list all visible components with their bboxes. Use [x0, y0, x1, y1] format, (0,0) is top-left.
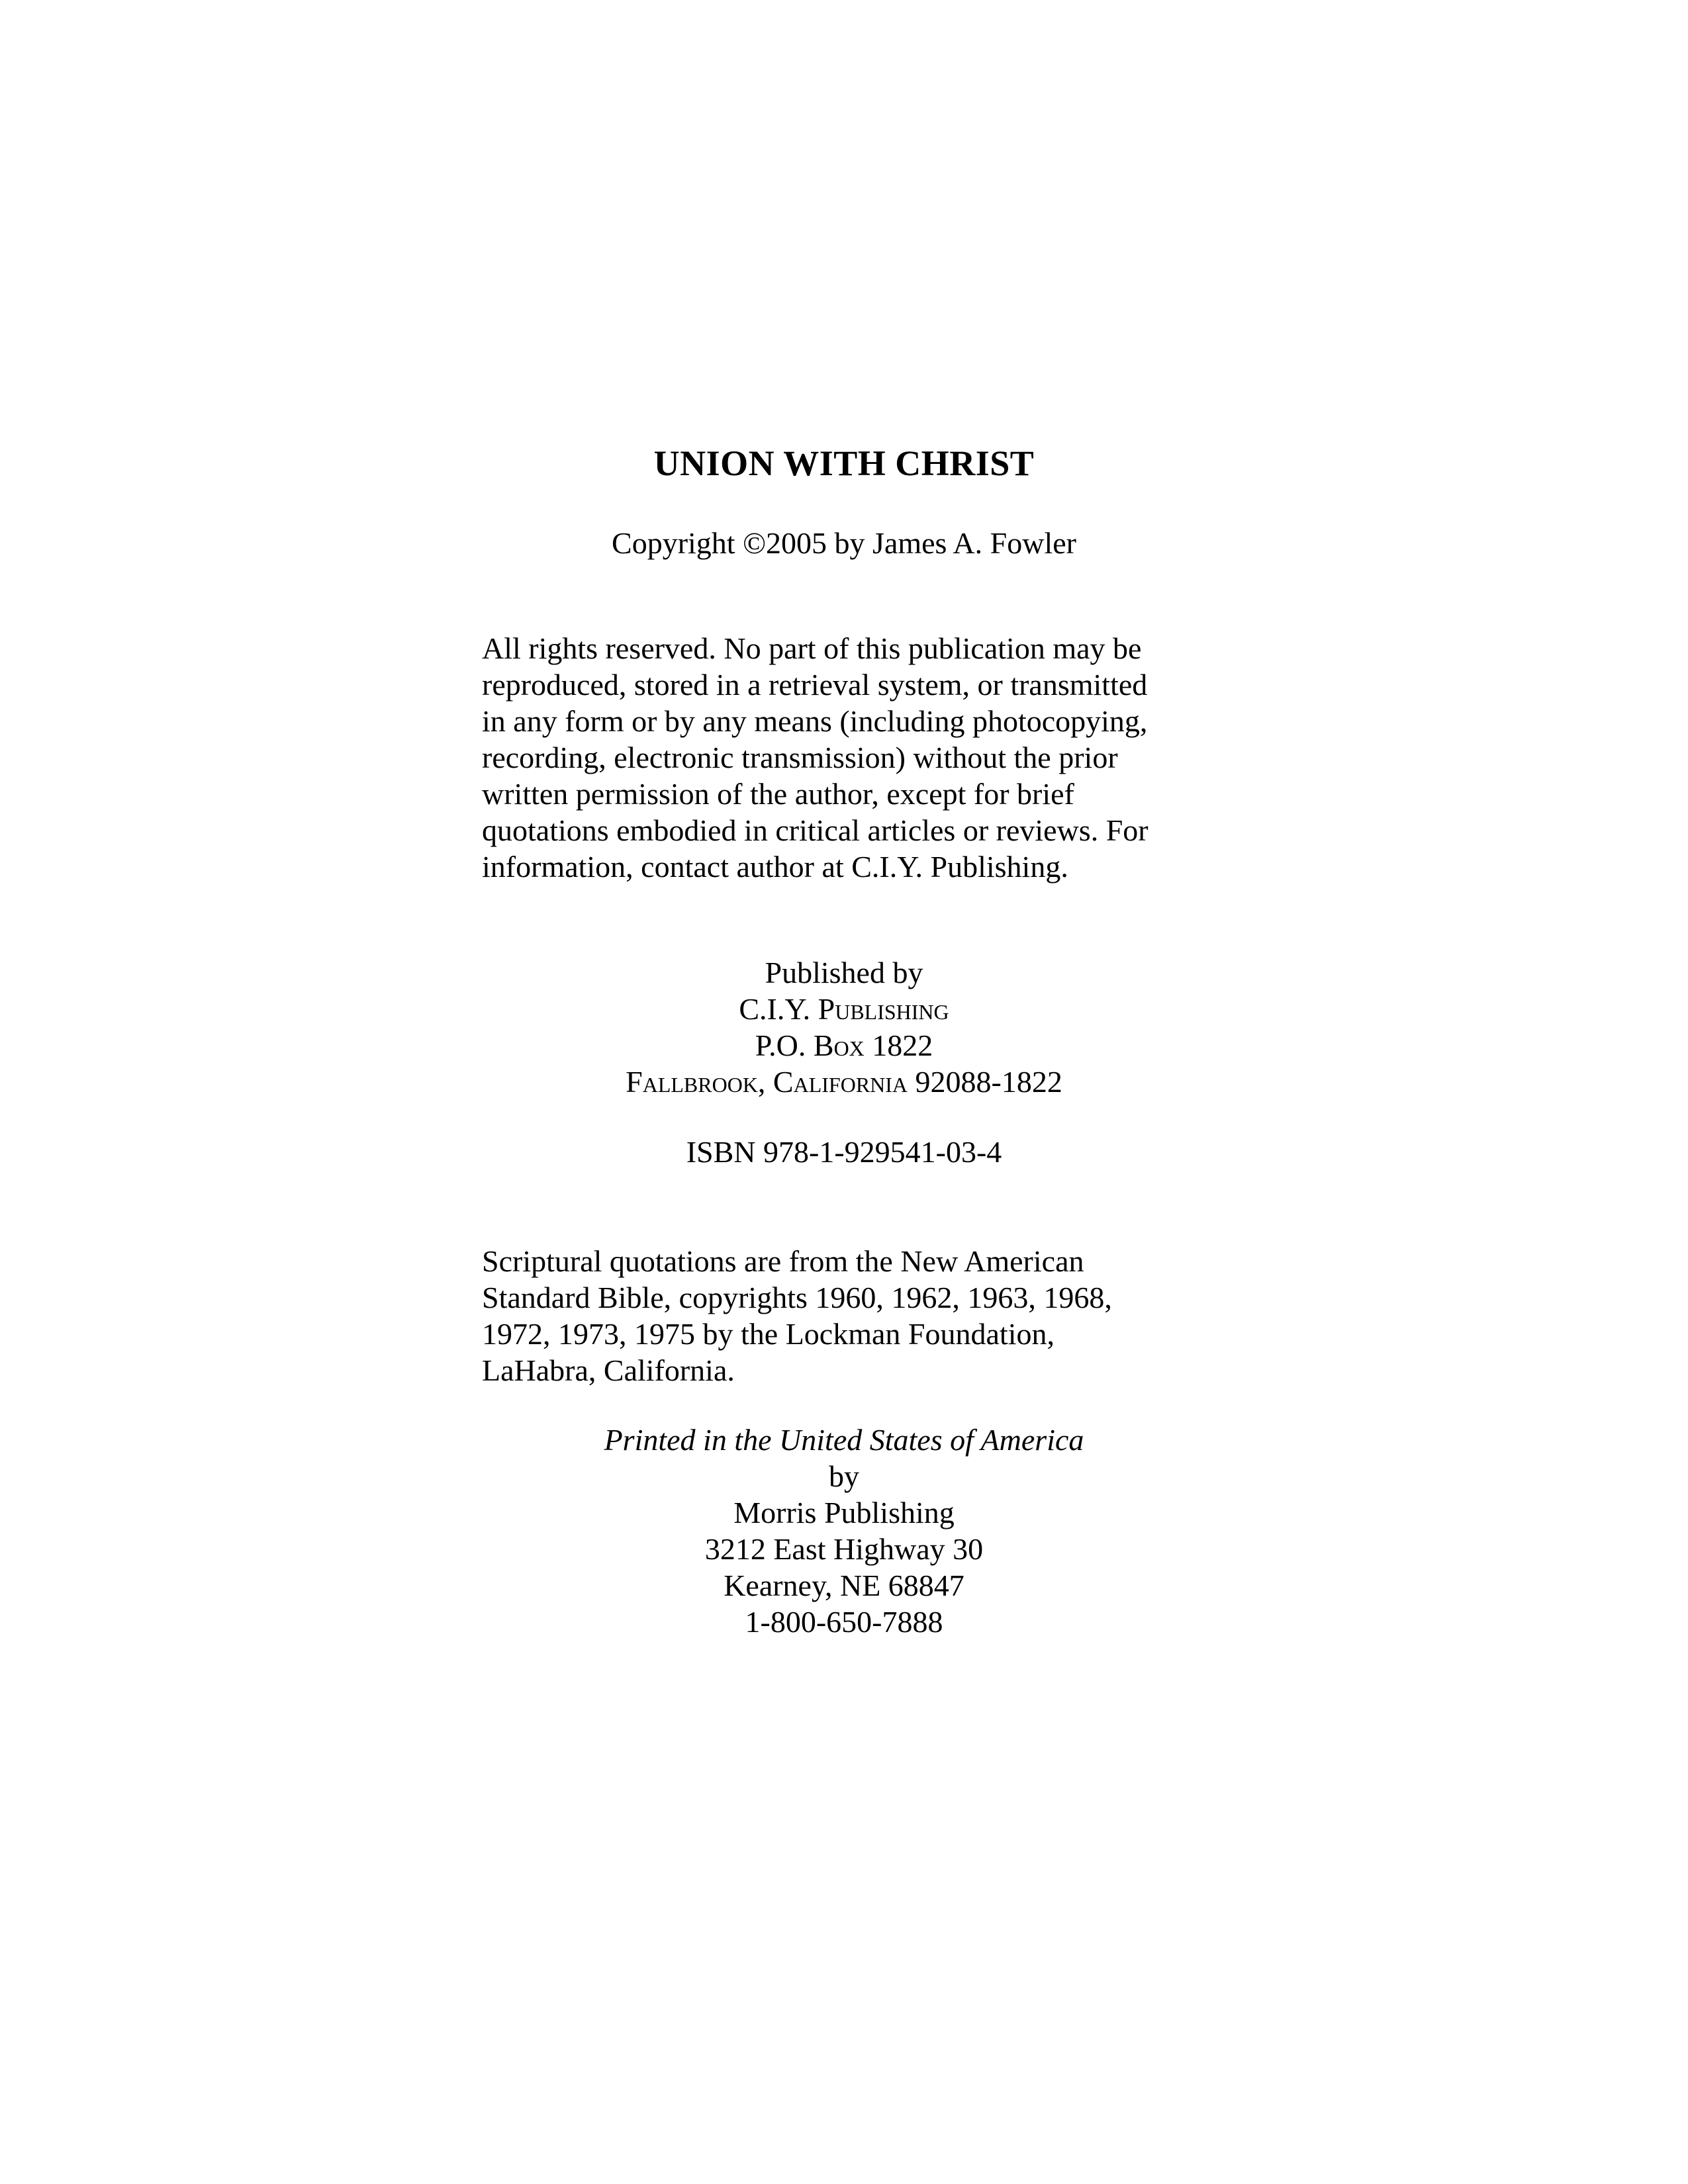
scripture-line: Scriptural quotations are from the New American	[482, 1244, 1084, 1278]
publisher-name: C.I.Y. Publishing	[739, 992, 949, 1026]
printer-phone: 1-800-650-7888	[745, 1605, 943, 1639]
isbn: ISBN 978-1-929541-03-4	[686, 1135, 1002, 1169]
rights-reserved-paragraph	[482, 630, 1206, 885]
scripture-notice-paragraph	[482, 1243, 1206, 1388]
copyright-notice: Copyright ©2005 by James A. Fowler	[612, 526, 1076, 560]
rights-line: All rights reserved. No part of this publication may be	[482, 631, 1142, 665]
scripture-line: 1972, 1973, 1975 by the Lockman Foundation,	[482, 1317, 1055, 1351]
rights-line: recording, electronic transmission) without the prior	[482, 741, 1118, 774]
scripture-line: Standard Bible, copyrights 1960, 1962, 1963, 1968,	[482, 1281, 1112, 1314]
book-title: UNION WITH CHRIST	[653, 443, 1035, 483]
scripture-line: LaHabra, California.	[482, 1353, 735, 1387]
rights-line: written permission of the author, except for brief	[482, 777, 1074, 811]
published-by-label: Published by	[765, 956, 923, 989]
printer-block	[482, 1422, 1206, 1640]
publisher-block	[482, 954, 1206, 1100]
publisher-city: Fallbrook, California 92088-1822	[626, 1065, 1062, 1099]
rights-line: information, contact author at C.I.Y. Publishing.	[482, 850, 1068, 884]
publisher-box: P.O. Box 1822	[755, 1028, 933, 1062]
printer-address: 3212 East Highway 30	[704, 1532, 984, 1566]
printed-in-line: Printed in the United States of America	[604, 1423, 1084, 1457]
printer-city: Kearney, NE 68847	[724, 1569, 964, 1602]
printer-by: by	[829, 1459, 859, 1493]
printer-name: Morris Publishing	[733, 1496, 955, 1529]
rights-line: reproduced, stored in a retrieval system, or transmitted	[482, 668, 1148, 702]
rights-line: quotations embodied in critical articles or reviews. For	[482, 813, 1149, 847]
rights-line: in any form or by any means (including photocopying,	[482, 704, 1148, 738]
